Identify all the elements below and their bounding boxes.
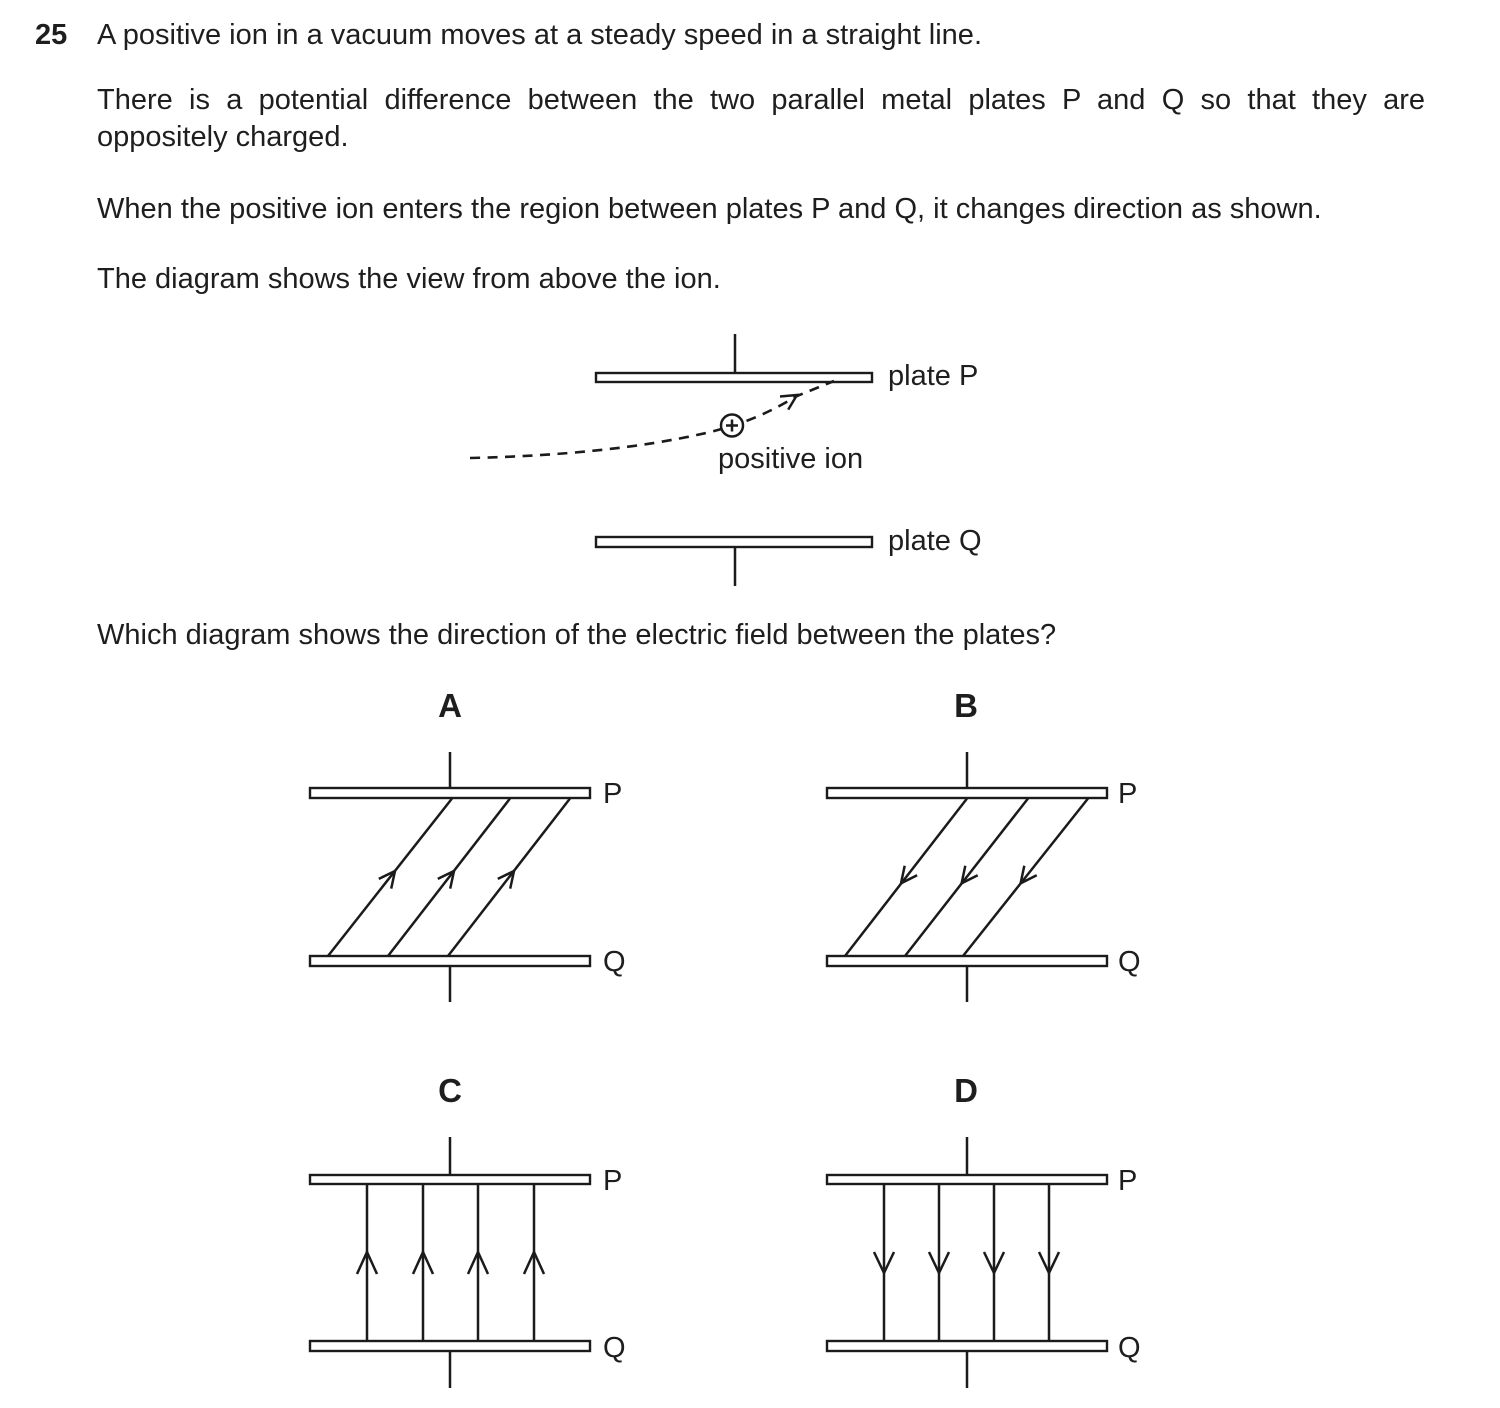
- question-setup-paragraph: [97, 82, 1425, 156]
- plate-p: [827, 1175, 1107, 1184]
- option-d-diagram: [810, 1125, 1170, 1408]
- option-c-label: C: [438, 1072, 462, 1109]
- option-c-diagram: [295, 1125, 645, 1408]
- main-diagram: [430, 325, 1010, 600]
- plate-p-label: plate P: [888, 360, 979, 392]
- plate-q-label: Q: [603, 946, 626, 978]
- plate-q-label: plate Q: [888, 525, 982, 557]
- plate-p-label: P: [1118, 778, 1138, 810]
- question-prompt: Which diagram shows the direction of the electric field between the plates?: [97, 619, 1057, 651]
- field-line: [845, 799, 967, 957]
- plate-q-label: Q: [1118, 1332, 1141, 1364]
- setup-line-2: oppositely charged.: [97, 121, 349, 153]
- setup-line-1: There is a potential difference between the two parallel metal plates P and Q so that they are: [97, 84, 1425, 116]
- field-line: [448, 799, 570, 957]
- field-line: [905, 799, 1028, 957]
- option-d-label: D: [954, 1072, 978, 1109]
- plate-p: [310, 1175, 590, 1184]
- plate-p-label: P: [603, 778, 623, 810]
- plate-q: [310, 956, 590, 966]
- plate-q: [310, 1341, 590, 1351]
- field-line: [963, 799, 1088, 957]
- option-b-diagram: [810, 740, 1170, 1012]
- field-line: [328, 799, 452, 957]
- plate-p-label: P: [603, 1165, 623, 1197]
- question-intro: A positive ion in a vacuum moves at a steady speed in a straight line.: [97, 19, 982, 51]
- plate-p: [310, 788, 590, 798]
- positive-ion-icon: [721, 415, 743, 437]
- option-b-label: B: [954, 687, 978, 724]
- plate-q-label: Q: [1118, 946, 1141, 978]
- plate-q: [596, 537, 872, 547]
- question-motion-text: When the positive ion enters the region between plates P and Q, it changes direction as shown.: [97, 193, 1322, 225]
- plate-p: [827, 788, 1107, 798]
- trajectory-arrowhead: [780, 395, 797, 410]
- question-view-note: The diagram shows the view from above the ion.: [97, 263, 721, 295]
- option-a-diagram: [295, 740, 645, 1012]
- plate-p: [596, 373, 872, 382]
- question-number: 25: [35, 19, 68, 51]
- positive-ion-label: positive ion: [718, 443, 864, 475]
- plate-q: [827, 1341, 1107, 1351]
- plate-q: [827, 956, 1107, 966]
- plate-q-label: Q: [603, 1332, 626, 1364]
- plate-p-label: P: [1118, 1165, 1138, 1197]
- field-line: [388, 799, 510, 957]
- option-a-label: A: [438, 687, 462, 724]
